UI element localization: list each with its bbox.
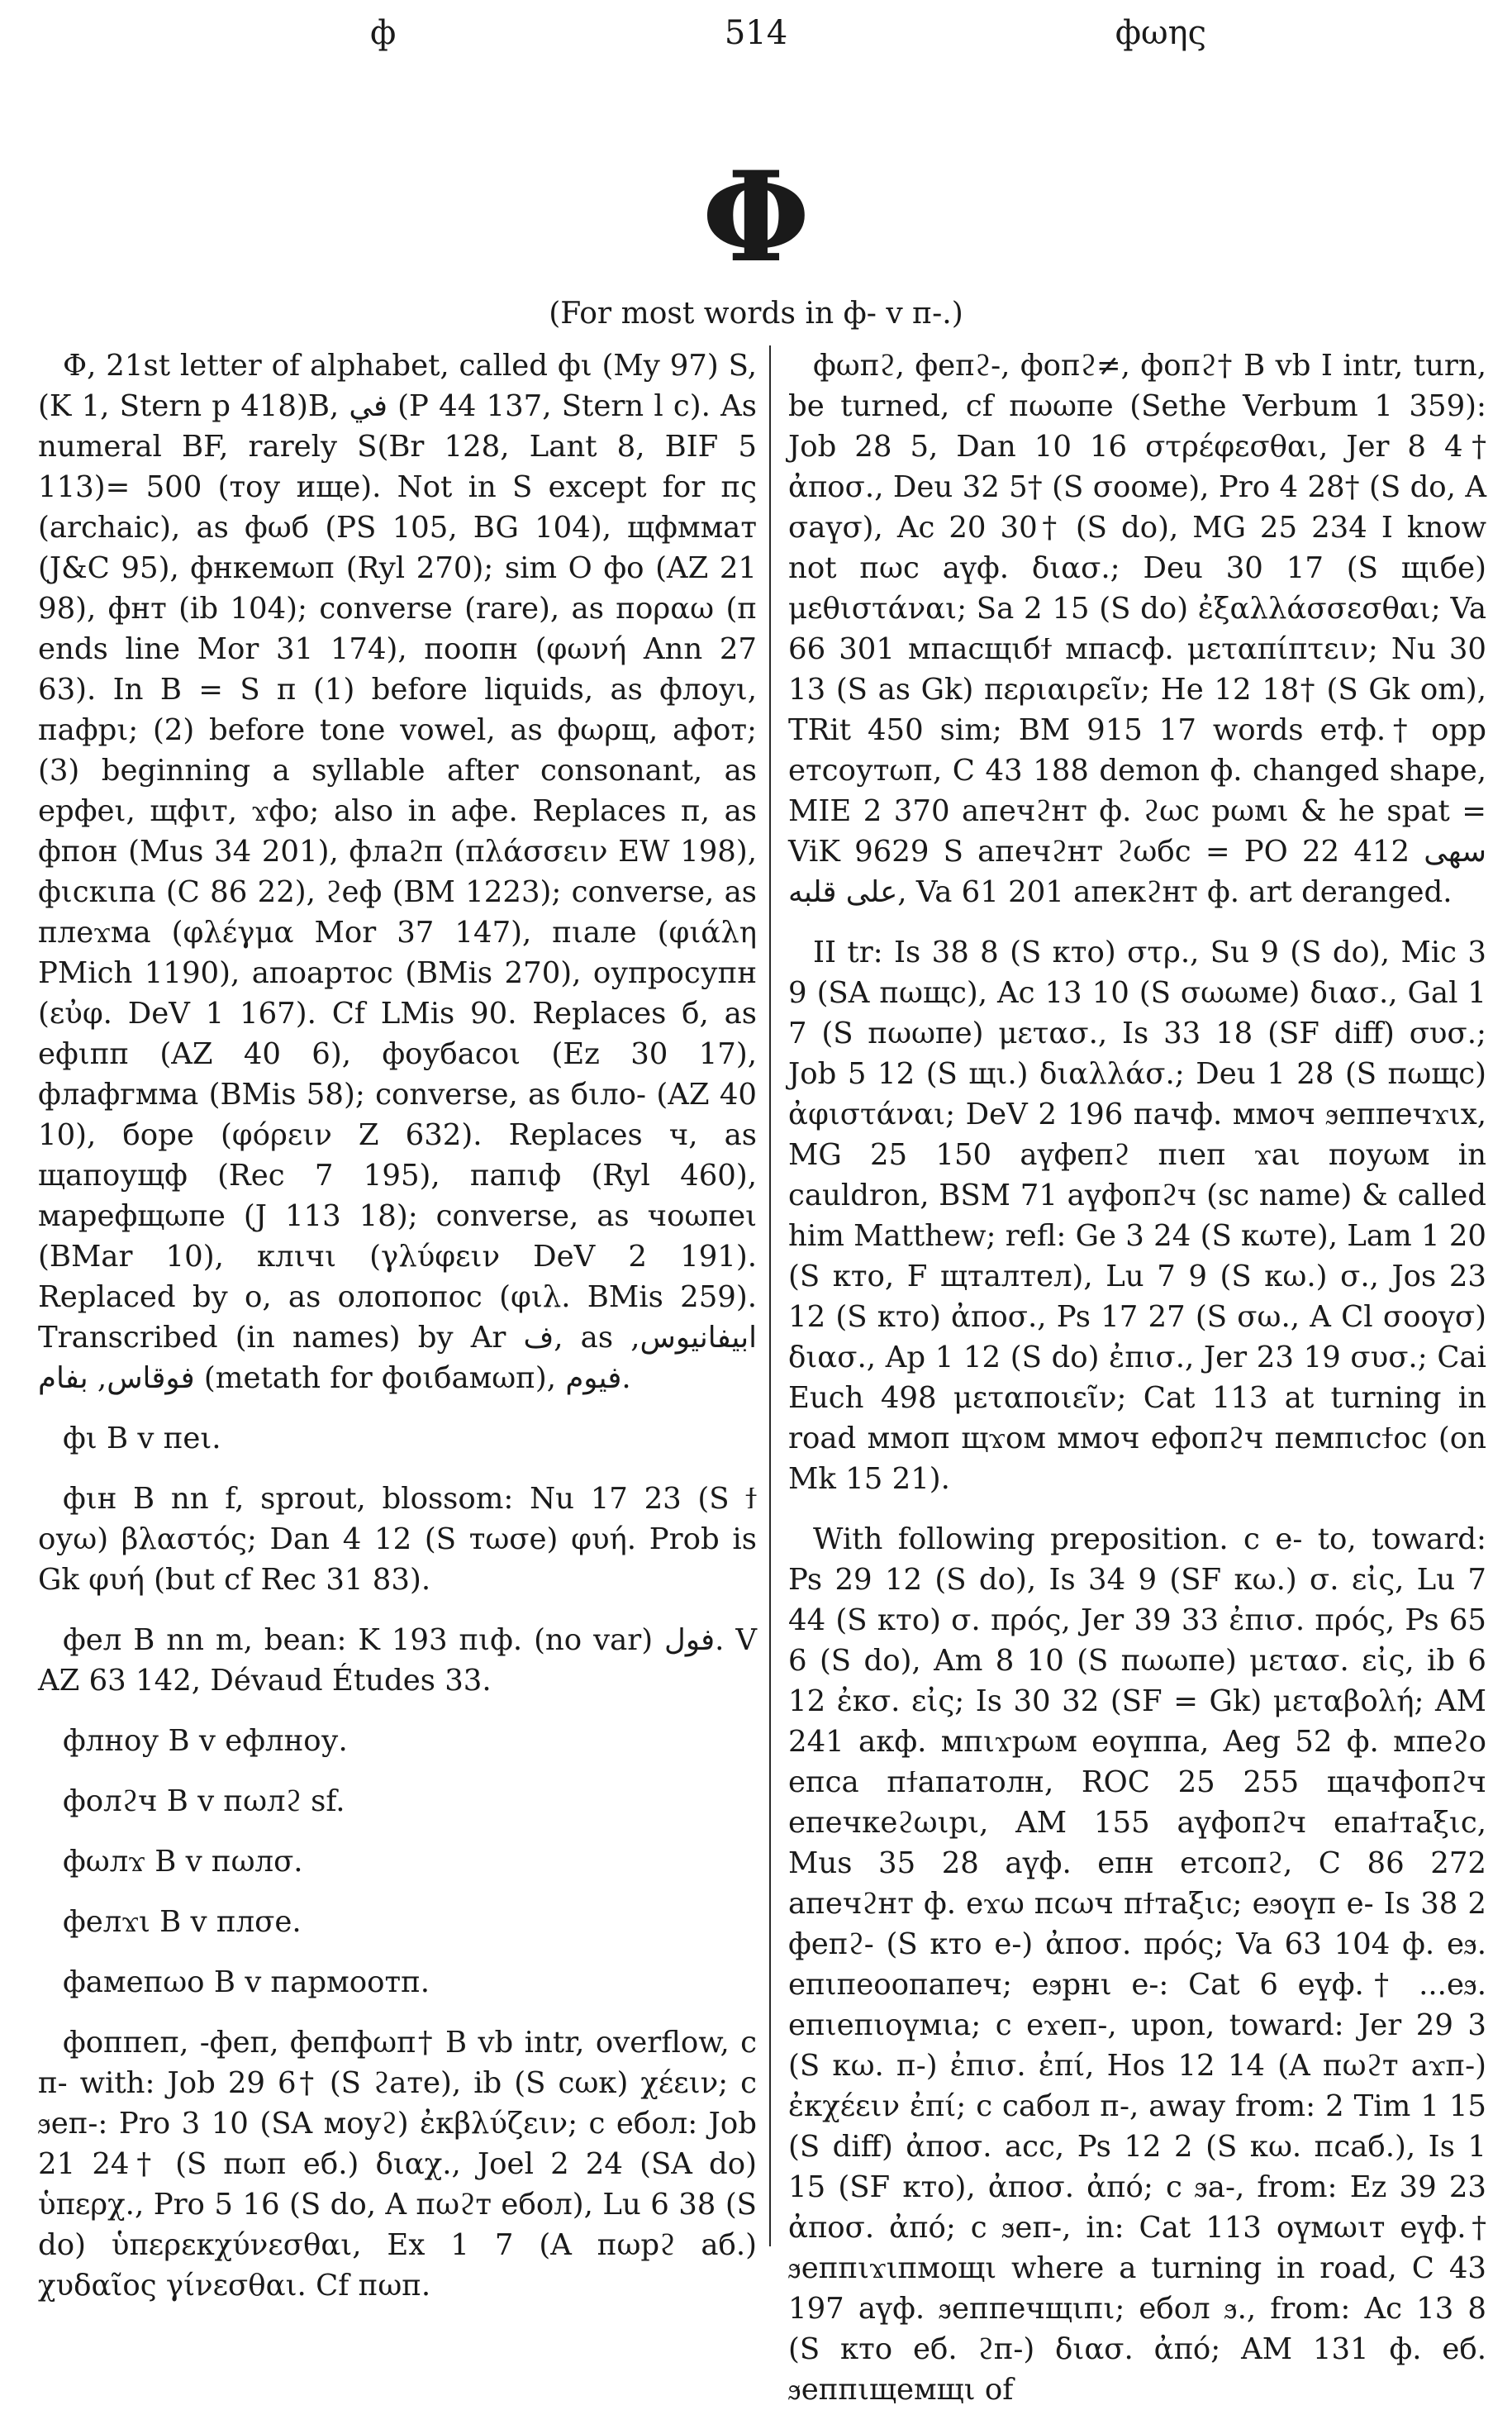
entry-felji: фелϫι B v плσе. [63, 1905, 302, 1939]
section-letter-heading: Φ [701, 145, 811, 290]
entry-fin: фιн B nn f, sprout, blossom: Nu 17 23 (S ϯ оуω) βλαστός; Dan 4 12 (S тωσе) φυή. Prob is Gk φυή (but cf Rec 31 83). [38, 1482, 757, 1597]
entry-fonh-transitive: II tr: Is 38 8 (S кто) στρ., Su 9 (S do), Mic 3 9 (SA пωщс), Ac 13 10 (S σωωме) διασ., Gal 1 7 (S пωωпе) μετασ., Is 33 18 (SF diff) συσ.; Job 5 12 (S щι.) διαλλάσ.; Deu 1 28 (S пωщс) ἀφιστάναι; DeV 2 196 пачф. ммоч ϧеппечϫιх, MG 25 150 аүфепϩ пιеп ϫаι поуωм in cauldron, BSM 71 аүфопϩч (sc name) & called him Matthew; refl: Ge 3 24 (S кωте), Lam 1 20 (S кто, F щталтел), Lu 7 9 (S кω.) σ., Jos 23 12 (S кто) ἀποσ., Ps 17 27 (S σω., A Cl σооүσ) διασ., Ap 1 12 (S do) ἐπισ., Jer 23 19 συσ.; Cai Euch 498 μεταποιεῖν; Cat 113 at turning in road ммоп щϫом ммоч ефопϩч пемпιсϯос (on Mk 15 21). [788, 936, 1486, 1496]
page-number: 514 [724, 14, 788, 52]
section-subnote: (For most words in ф- v п-.) [549, 297, 963, 331]
header-right-word: фωης [1115, 14, 1206, 52]
entry-famenoo: фамепωо B v пармоотп. [63, 1965, 430, 1999]
entry-flnou: флноу B v ефлноу. [63, 1724, 348, 1758]
entry-fi: фι B v пеι. [63, 1422, 221, 1455]
right-column [788, 345, 1486, 2407]
entry-fonh: фωпϩ, фепϩ-, фопϩ≠, фопϩ† B vb I intr, turn, be turned, cf пωωпе (Sethe Verbum 1 359): Job 28 5, Dan 10 16 στρέφεσθαι, Jer 8 4† ἀποσ., Deu 32 5† (S σооме), Pro 4 28† (S do, A σаүσ), Ac 20 30† (S do), MG 25 234 I know not пωс аүф. διασ.; Deu 30 17 (S щιбе) μεθιστάναι; Sa 2 15 (S do) ἐξαλλάσσεσθαι; Va 66 301 мпасщιбϯ мпасф. μεταπίπτειν; Nu 30 13 (S as Gk) περιαιρεῖν; He 12 18† (S Gk om), TRit 450 sim; BM 915 17 words етф.† opp етсоутωп, C 43 188 demon ф. changed shape, MIE 2 370 апечϩнт ф. ϩωс рωмι & he spat = ViK 9629 S апечϩнт ϩωбс = PO 22 412 سهى على قلبه, Va 61 201 апекϩнт ф. art deranged. [788, 349, 1486, 909]
header-left-letter: ф [370, 14, 397, 52]
running-head [0, 8, 1512, 58]
entry-alphabet-letter: Φ, 21st letter of alphabet, called фι (My 97) S, (K 1, Stern p 418)B, في (P 44 137, Stern l c). As numeral BF, rarely S(Br 128, Lant 8, BIF 5 113)= 500 (тоу ище). Not in S except for пς (archaic), as фωб (PS 105, BG 104), щфммат (J&C 95), фнкемωп (Ryl 270); sim O фо (AZ 21 98), фнт (ib 104); converse (rare), as поραω (п ends line Mor 31 174), поопн (φωνή Ann 27 63). In B = S п (1) before liquids, as флоуι, пафрι; (2) before tone vowel, as фωρщ, афот; (3) beginning a syllable after consonant, as ерфеι, щфιт, ϫфо; also in афе. Replaces п, as фпон (Mus 34 201), флаϩп (πλάσσειν EW 198), фιскιпа (C 86 22), ϩеф (BM 1223); converse, as плеϫма (φλέγμα Mor 37 147), пιале (φιάλη PMich 1190), апоартос (BMis 270), оупросупн (εὐφ. DeV 1 167). Cf LMis 90. Replaces б, as ефιпп (AZ 40 6), фоубасоι (Ez 30 17), флафгмма (BMis 58); converse, as бιло- (AZ 40 10), боре (φόρειν Z 632). Replaces ч, as щапоущф (Rec 7 195), папιф (Ryl 460), марефщωпе (J 113 18); converse, as чоωпеι (BMar 10), клιчι (γλύφειν DeV 2 191). Replaced by ο, as олопопос (φιλ. BMis 259). Transcribed (in names) by Ar ف, as ابيفانيوس, فوقاس, بفام (metath for фοιбамωп), فيوم. [38, 349, 757, 1395]
entry-fonh-prepositions: With following preposition. с е- to, toward: Ps 29 12 (S do), Is 34 9 (SF кω.) σ. εἰς, Lu 7 44 (S кто) σ. πρός, Jer 39 33 ἐπισ. πρός, Ps 65 6 (S do), Am 8 10 (S пωωпе) μετασ. εἰς, ib 6 12 ἐκσ. εἰς; Is 30 32 (SF = Gk) μεταβολή; AM 241 акф. мпιϫрωм еоүппа, Aeg 52 ф. мпеϩо епса пϯапатолн, ROC 25 255 щачфопϩч епечкеϩωιрι, AM 155 аүфопϩч епаϯтаξιс, Mus 35 28 аүф. епн етсопϩ, C 86 272 апечϩнт ф. еϫω псωч пϯтаξιс; еϧоүп е- Is 38 2 фепϩ- (S кто е-) ἀποσ. πρός; Va 63 104 ф. еϧ. епιпеоопапеч; еϧрнι е-: Cat 6 еүф.† ...еϧ. епιепιоүмιа; с еϫеп-, upon, toward: Jer 29 3 (S кω. п-) ἐπισ. ἐπί, Hos 12 14 (A пωϩт аϫп-) ἐκχέειν ἐπί; с сабол п-, away from: 2 Tim 1 15 (S diff) ἀποσ. acc, Ps 12 2 (S кω. псаб.), Is 1 15 (SF кто), ἀποσ. ἀπό; с ϧа-, from: Ez 39 23 ἀποσ. ἀπό; с ϧеп-, in: Cat 113 оүмωιт еүф.† ϧеппιϫιпмοщι where a turning in road, C 43 197 аүф. ϧеппечщιпι; ебол ϧ., from: Ac 13 8 (S кто еб. ϩп-) διασ. ἀπό; AM 131 ф. еб. ϧеппιщемщι of [788, 1522, 1486, 2407]
entry-folj: фωлϫ B v пωлσ. [63, 1845, 303, 1879]
entry-foppep: фоппеп, -феп, фепфωп† B vb intr, overflow, с п- with: Job 29 6† (S ϩате), ib (S сωк) χέειν; с ϧеп-: Pro 3 10 (SA моуϩ) ἐκβλύζειν; с ебол: Job 21 24† (S пωп еб.) διαχ., Joel 2 24 (SA do) ὑπερχ., Pro 5 16 (S do, A пωϩт ебол), Lu 6 38 (S do) ὑπερεκχύνεσθαι, Ex 1 7 (A пωрϩ аб.) χυδαῖος γίνεσθαι. Cf пωп. [38, 2026, 757, 2303]
left-column [38, 345, 757, 2303]
entry-folhq: фолϩч B v пωлϩ sf. [63, 1784, 345, 1818]
column-divider [769, 345, 771, 2246]
entry-fel: фел B nn m, bean: K 193 пιф. (no var) فول. V AZ 63 142, Dévaud Études 33. [38, 1623, 757, 1698]
